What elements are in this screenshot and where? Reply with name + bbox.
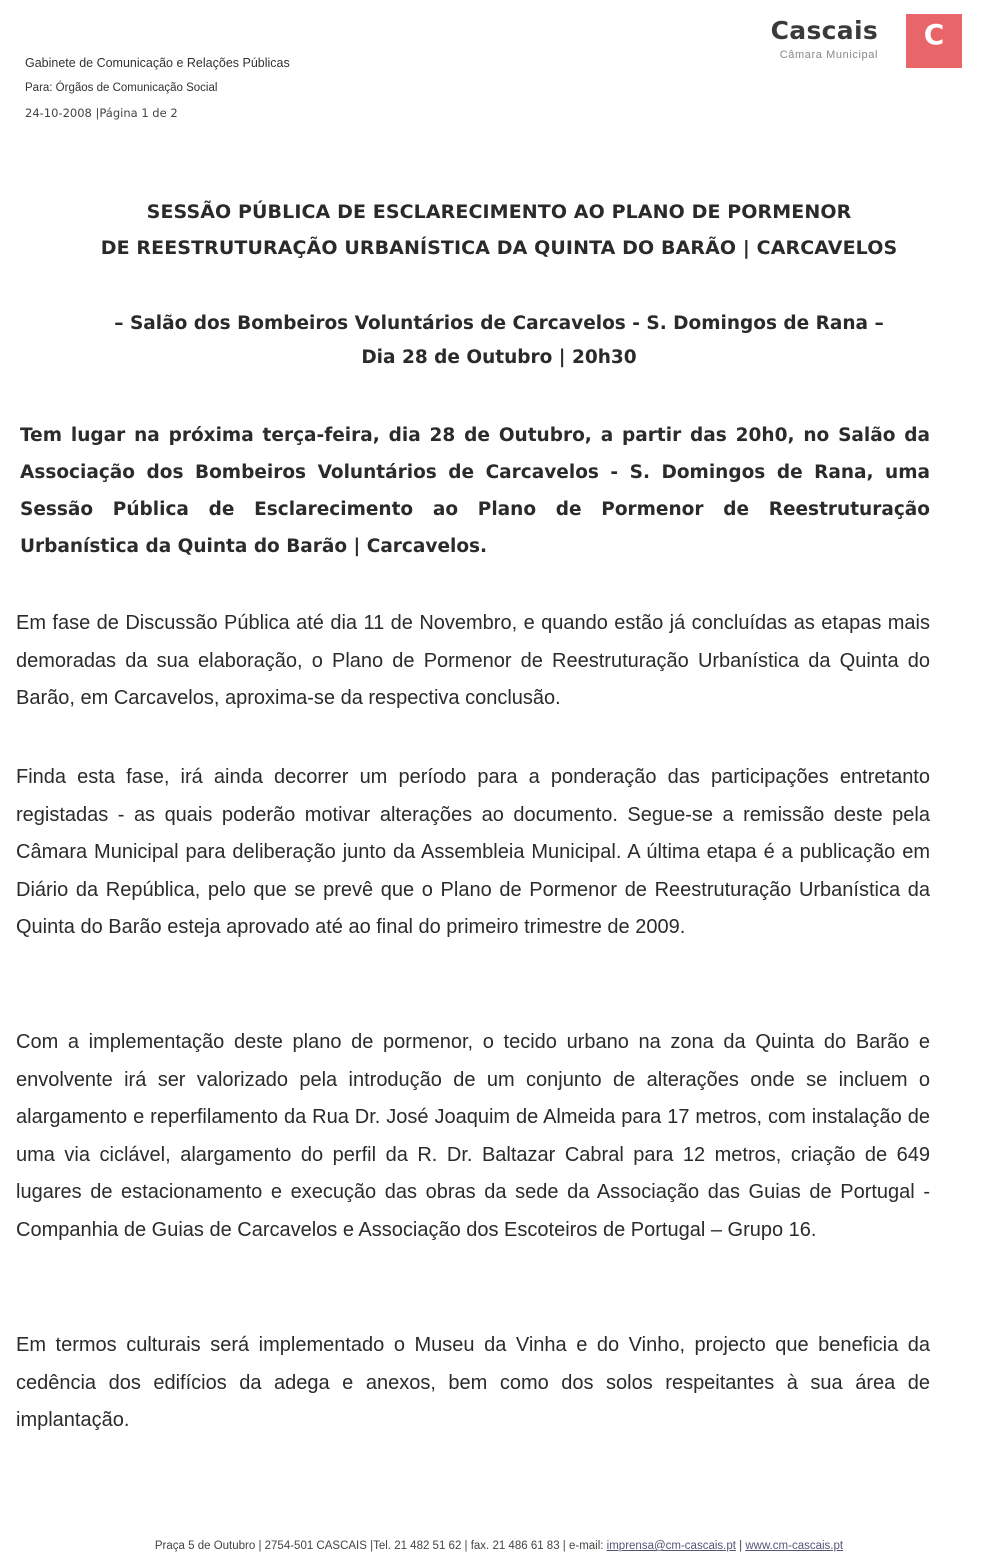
sender-info xyxy=(25,56,290,132)
footer-address: Praça 5 de Outubro | 2754-501 CASCAIS |Tel. 21 482 51 62 | fax. 21 486 61 83 | e-mail: xyxy=(154,1540,607,1552)
department-label: Gabinete de Comunicação e Relações Públicas xyxy=(25,56,290,70)
date-page-label: 24-10-2008 |Página 1 de 2 xyxy=(25,106,178,120)
footer-email-link[interactable]: imprensa@cm-cascais.pt xyxy=(606,1540,736,1552)
event-details xyxy=(0,307,998,375)
body-paragraph: Em fase de Discussão Pública até dia 11 de Novembro, e quando estão já concluídas as etapas mais demoradas da sua elaboração, o Plano de Pormenor de Reestruturação Urbanística da Quinta do Barão, em Carcavelos, aproxima-se da respectiva conclusão. xyxy=(16,612,930,709)
event-venue: – Salão dos Bombeiros Voluntários de Carcavelos - S. Domingos de Rana – xyxy=(114,313,884,334)
title-line-2: DE REESTRUTURAÇÃO URBANÍSTICA DA QUINTA DO BARÃO | CARCAVELOS xyxy=(100,237,898,259)
svg-text:C: C xyxy=(923,18,945,51)
body-paragraph: Em termos culturais será implementado o Museu da Vinha e do Vinho, projecto que beneficia da cedência dos edifícios da adega e anexos, bem como dos solos respeitantes à sua área de implantação. xyxy=(16,1334,930,1431)
logo-name: Cascais xyxy=(770,16,878,45)
cascais-logo xyxy=(771,14,962,68)
document-title xyxy=(0,194,998,266)
logo-subtitle: Câmara Municipal xyxy=(779,49,878,61)
title-line-1: SESSÃO PÚBLICA DE ESCLARECIMENTO AO PLANO DE PORMENOR xyxy=(146,201,852,223)
footer-contact xyxy=(0,1540,998,1552)
footer-website-link[interactable]: www.cm-cascais.pt xyxy=(745,1540,844,1552)
recipient-label: Para: Órgãos de Comunicação Social xyxy=(25,82,218,94)
logo-text xyxy=(771,18,878,61)
body-paragraph: Com a implementação deste plano de pormenor, o tecido urbano na zona da Quinta do Barão e envolvente irá ser valorizado pela introdução de um conjunto de alterações onde se incluem o alargamento e reperfilamento da Rua Dr. José Joaquim de Almeida para 17 metros, com instalação de uma via ciclável, alargamento do perfil da R. Dr. Baltazar Cabral para 12 metros, criação de 649 lugares de estacionamento e execução das obras da sede da Associação das Guias de Portugal -Companhia de Guias de Carcavelos e Associação dos Escoteiros de Portugal – Grupo 16. xyxy=(16,1031,930,1241)
event-date-time: Dia 28 de Outubro | 20h30 xyxy=(361,347,637,368)
body-paragraph: Finda esta fase, irá ainda decorrer um período para a ponderação das participações entretanto registadas - as quais poderão motivar alterações ao documento. Segue-se a remissão deste pela Câmara Municipal para deliberação junto da Assembleia Municipal. A última etapa é a publicação em Diário da República, pelo que se prevê que o Plano de Pormenor de Reestruturação Urbanística da Quinta do Barão esteja aprovado até ao final do primeiro trimestre de 2009. xyxy=(16,766,930,938)
cascais-c-logo-icon xyxy=(906,14,962,68)
footer-separator: | xyxy=(735,1540,746,1552)
lead-paragraph: Tem lugar na próxima terça-feira, dia 28 de Outubro, a partir das 20h0, no Salão da Associação dos Bombeiros Voluntários de Carcavelos - S. Domingos de Rana, uma Sessão Pública de Esclarecimento ao Plano de Pormenor de Reestruturação Urbanística da Quinta do Barão | Carcavelos. xyxy=(20,425,930,557)
